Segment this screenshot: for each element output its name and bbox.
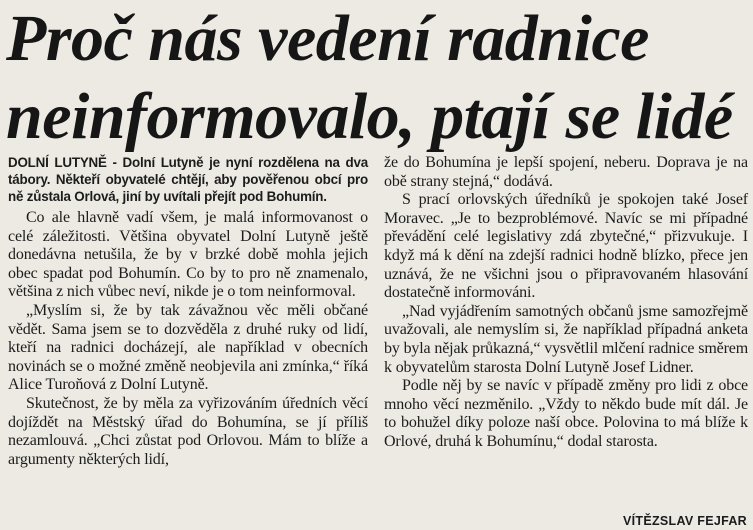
article-column-right xyxy=(384,154,748,452)
article-paragraph: S prací orlovských úředníků je spokojen také Josef Moravec. „Je to bezproblémové. Navíc se mi případné převádění celé legislativy zdá zbytečné,“ přizvukuje. I když má k dění na zdejší radnici hodně blízko, přece jen uznává, že ne všichni jsou o připravovaném hlasování dostatečně informováni. xyxy=(384,191,748,302)
headline xyxy=(6,0,751,156)
article-paragraph: „Myslím si, že by tak závažnou věc měli občané vědět. Sama jsem se to dozvěděla z druhé ruky od lidí, kteří na radnici docházejí, ale například v obecních novinách se o možné změně neobjevila ani zmínka,“ říká Alice Turoňová z Dolní Lutyně. xyxy=(8,301,368,394)
article-paragraph: Skutečnost, že by měla za vyřizováním úředních věcí dojíždět na Městský úřad do Bohumína, se jí příliš nezamlouvá. „Chci zůstat pod Orlovou. Mám to blíže a argumenty některých lidí, xyxy=(8,394,368,468)
article-paragraph: „Nad vyjádřením samotných občanů jsme samozřejmě uvažovali, ale nemyslím si, že například případná anketa by byla nějak průkazná,“ vysvětlil mlčení radnice směrem k obyvatelům starosta Dolní Lutyně Josef Lidner. xyxy=(384,302,748,376)
article-column-left xyxy=(8,154,368,469)
article-lead: DOLNÍ LUTYNĚ - Dolní Lutyně je nyní rozdělena na dva tábory. Někteří obyvatelé chtějí, aby pověřenou obcí pro ně zůstala Orlová, jiní by uvítali přejít pod Bohumín. xyxy=(8,155,368,204)
headline-line-1: Proč nás vedení radnice xyxy=(6,2,649,75)
article-paragraph: Podle něj by se navíc v případě změny pro lidi z obce mnoho věcí nezměnilo. „Vždy to někdo bude mít dál. Je to bohužel díky poloze naší obce. Polovina to má blíže k Orlové, druhá k Bohumínu,“ dodal starosta. xyxy=(384,377,748,450)
article-paragraph: že do Bohumína je lepší spojení, neberu. Doprava je na obě strany stejná,“ dodává. xyxy=(384,154,748,190)
headline-line-2: neinformovalo, ptají se lidé xyxy=(6,80,733,153)
author-byline: VÍTĚZSLAV FEJFAR xyxy=(622,514,747,528)
article-paragraph: Co ale hlavně vadí všem, je malá informovanost o celé záležitosti. Většina obyvatel Dolní Lutyně ještě donedávna netušila, že by v brzké době mohla jejich obec spadat pod Bohumín. Co by to pro ně znamenalo, většina z nich vůbec neví, nikde je o tom neinformoval. xyxy=(8,209,368,301)
